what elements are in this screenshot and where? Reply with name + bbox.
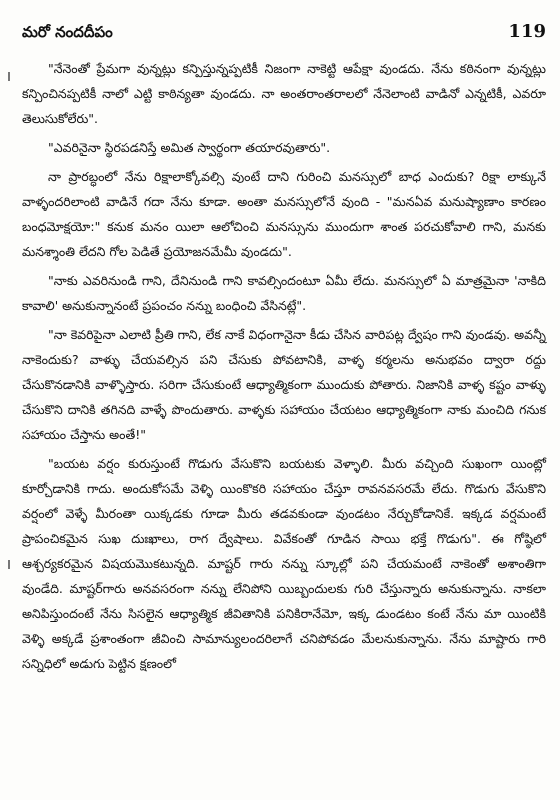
margin-mark (8, 72, 10, 81)
paragraph: "నేనెంతో ప్రేమగా వున్నట్లు కన్పిస్తున్నప్పటికీ నిజంగా నాకెట్టి ఆపేక్షా వుండదు. నేను కఠినంగా వున్నట్లు కన్పించినప్పటికీ నాలో ఎట్టి కాఠిన్యతా వుండదు. నా అంతరాంతరాలలో నేనెలాంటి వాడినో ఎన్నటికీ, ఎవరూ తెలుసుకోలేరు". (22, 61, 546, 126)
paragraph: "ఎవరినైనా స్థిరపడనిస్తే అమిత స్వార్థంగా తయారవుతారు". (48, 140, 331, 155)
paragraph: "నా కెవరిపైనా ఎలాటి ప్రీతి గాని, లేక నాకే విధంగానైనా కీడు చేసిన వారిపట్ల ద్వేషం గాని వుండవు. అవన్నీ నాకెందుకు? వాళ్ళు చేయవల్సిన పని చేసుకు పోవటానికి, వాళ్ళ కర్మలను అనుభవం ద్వారా రద్దు చేసుకొనడానికి వాళ్ళొస్తారు. సరిగా చేసుకుంటే ఆధ్యాత్మికంగా ముందుకు పోతారు. నిజానికి వాళ్ళ కష్టం వాళ్ళు చేసుకొని దానికి తగినది వాళ్ళే పొందుతారు. వాళ్ళకు సహాయం చేయటం ఆధ్యాత్మికంగా నాకు మంచిది గనుక సహాయం చేస్తాను అంతే!" (22, 327, 546, 442)
body-text (22, 56, 546, 676)
page-header (22, 22, 546, 56)
page-number: 119 (508, 21, 546, 42)
running-title: మరో నందదీపం (22, 23, 113, 41)
paragraph: "బయట వర్షం కురుస్తుంటే గొడుగు వేసుకొని బయటకు వెళ్ళాలి. మీరు వచ్చింది సుఖంగా యింట్లో కూర్చోడానికి గాదు. అందుకోసమే వెళ్ళి యింకొకరి సహాయం చేస్తూ రావనవసరమే లేదు. గొడుగు వేసుకొని వర్షంలో వెళ్ళే మీరంతా యిక్కడకు గూడా మీరు తడవకుండా వుండటం నేర్చుకోడానికే. ఇక్కడ వర్షమంటే ప్రాపంచికమైన సుఖ దుఃఖాలు, రాగ ద్వేషాలు. వివేకంతో గూడిన సాయి భక్తే గొడుగు". ఈ గోష్ఠిలో ఆశ్చర్యకరమైన విషయమొకటున్నది. మాష్టర్ గారు నన్ను స్కూల్లో పని చేయమంటే నాకెంతో అశాంతిగా వుండేది. మాష్టర్‌గారు అనవసరంగా నన్ను లేనిపోని యిబ్బందులకు గురి చేస్తున్నారు అనుకున్నాను. నాకలా అనిపిస్తుందంటే నేను సిసలైన ఆధ్యాత్మిక జీవితానికి పనికిరానేమో, ఇక్క డుండటం కంటే నేను మా యింటికి వెళ్ళి అక్కడే ప్రశాంతంగా జీవించి సామాన్యులందరిలాగే చనిపోవడం మేలనుకున్నాను. నేను మాష్టారు గారి సన్నిధిలో అడుగు పెట్టిన క్షణంలో (22, 456, 546, 671)
margin-mark (8, 560, 10, 569)
paragraph: నా ప్రారబ్ధంలో నేను రిక్షాలాక్కోవల్సి వుంటే దాని గురించి మనస్సులో బాధ ఎందుకు? రిక్షా లాక్కునే వాళ్ళందరిలాంటి వాడినే గదా నేను కూడా. అంతా మనస్సులోనే వుంది - "మనఏవ మనుష్యాణాం కారణం బంధమోక్షయో:" కనుక మనం యిలా ఆలోచించి మనస్సును ముందుగా శాంత పరచుకోవాలి గాని, మనకు మనశ్శాంతి లేదని గోల పెడితే ప్రయోజనమేమీ వుండదు". (22, 169, 546, 259)
paragraph: "నాకు ఎవరినుండి గాని, దేనినుండి గాని కావల్సిందంటూ ఏమీ లేదు. మనస్సులో ఏ మాత్రమైనా 'నాకిది కావాలి' అనుకున్నానంటే ప్రపంచం నన్ను బంధించి వేసినట్లే". (22, 273, 546, 313)
